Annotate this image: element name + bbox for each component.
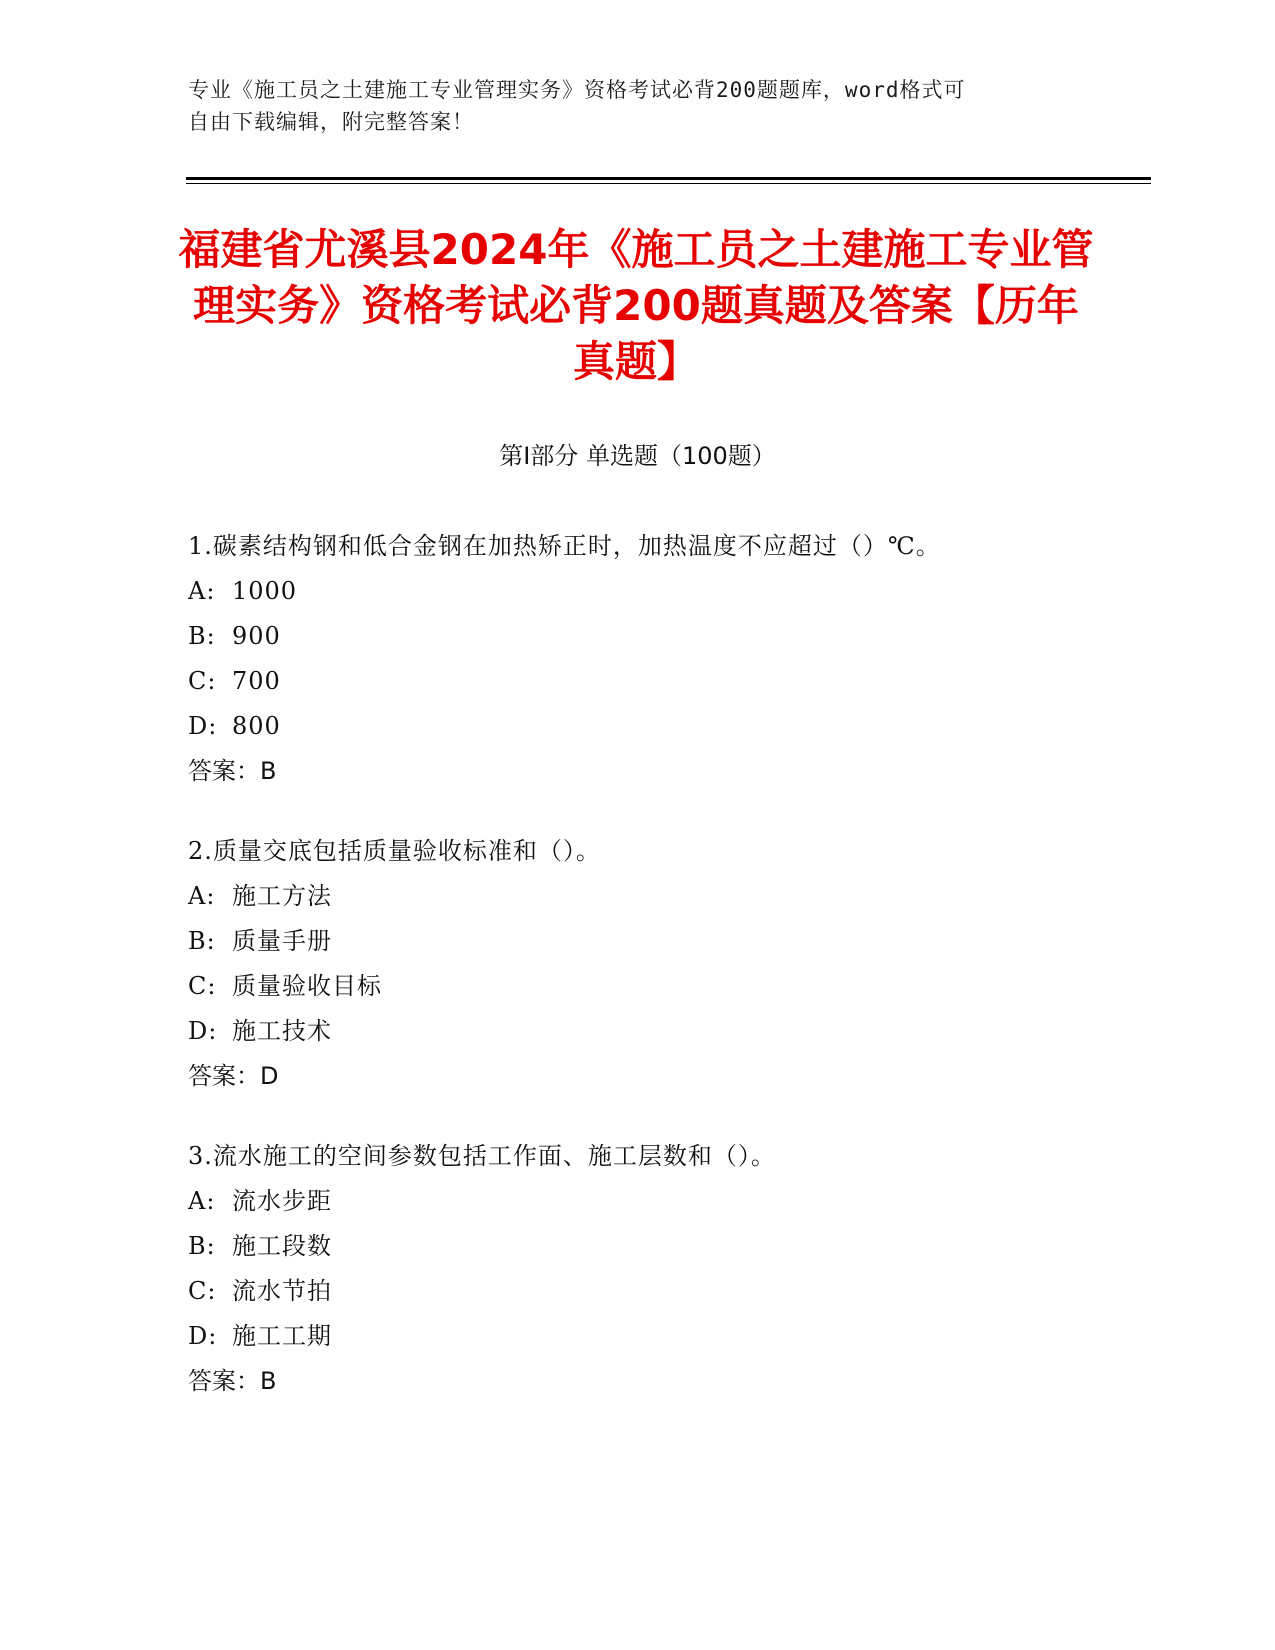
option-text: 流水节拍 (232, 1277, 332, 1305)
option-d (188, 710, 1148, 742)
option-text: 900 (232, 622, 281, 650)
option-b (188, 925, 1148, 957)
option-text: 施工方法 (232, 882, 332, 910)
option-text: 质量手册 (232, 927, 332, 955)
option-a (188, 880, 1148, 912)
option-key: D: (188, 1322, 218, 1350)
option-d (188, 1320, 1148, 1352)
question-1 (188, 530, 1148, 787)
option-text: 施工技术 (232, 1017, 332, 1045)
option-text: 流水步距 (232, 1187, 332, 1215)
option-a (188, 575, 1148, 607)
header-note-line-1: 专业《施工员之土建施工专业管理实务》资格考试必背200题题库，word格式可 (188, 78, 966, 102)
header-note (188, 74, 1068, 138)
option-text: 700 (232, 667, 281, 695)
option-key: C: (188, 972, 217, 1000)
option-text: 施工工期 (232, 1322, 332, 1350)
option-text: 1000 (232, 577, 298, 605)
answer: 答案：B (188, 1367, 277, 1395)
option-key: B: (188, 927, 216, 955)
question-stem: 2.质量交底包括质量验收标准和（）。 (188, 837, 601, 865)
option-b (188, 1230, 1148, 1262)
option-text: 质量验收目标 (232, 972, 382, 1000)
option-key: B: (188, 1232, 216, 1260)
option-key: C: (188, 1277, 217, 1305)
option-c (188, 665, 1148, 697)
option-key: D: (188, 712, 218, 740)
option-c (188, 970, 1148, 1002)
option-c (188, 1275, 1148, 1307)
header-note-line-2: 自由下载编辑，附完整答案！ (188, 110, 474, 134)
option-a (188, 1185, 1148, 1217)
option-text: 施工段数 (232, 1232, 332, 1260)
section-heading: 第Ⅰ部分 单选题（100题） (499, 442, 776, 470)
question-stem: 1.碳素结构钢和低合金钢在加热矫正时，加热温度不应超过（）℃。 (188, 532, 941, 560)
answer: 答案：B (188, 757, 277, 785)
header-divider-thick (186, 177, 1151, 180)
option-key: B: (188, 622, 216, 650)
option-key: D: (188, 1017, 218, 1045)
option-key: A: (188, 577, 216, 605)
question-3 (188, 1140, 1148, 1397)
answer: 答案：D (188, 1062, 279, 1090)
document-title: 福建省尤溪县2024年《施工员之土建施工专业管理实务》资格考试必背200题真题及答案【历年真题】 (178, 225, 1094, 386)
option-b (188, 620, 1148, 652)
option-key: A: (188, 882, 216, 910)
option-key: C: (188, 667, 217, 695)
question-list (188, 530, 1148, 1445)
option-d (188, 1015, 1148, 1047)
option-key: A: (188, 1187, 216, 1215)
question-2 (188, 835, 1148, 1092)
header-divider-thin (186, 183, 1151, 184)
option-text: 800 (232, 712, 281, 740)
question-stem: 3.流水施工的空间参数包括工作面、施工层数和（）。 (188, 1142, 776, 1170)
